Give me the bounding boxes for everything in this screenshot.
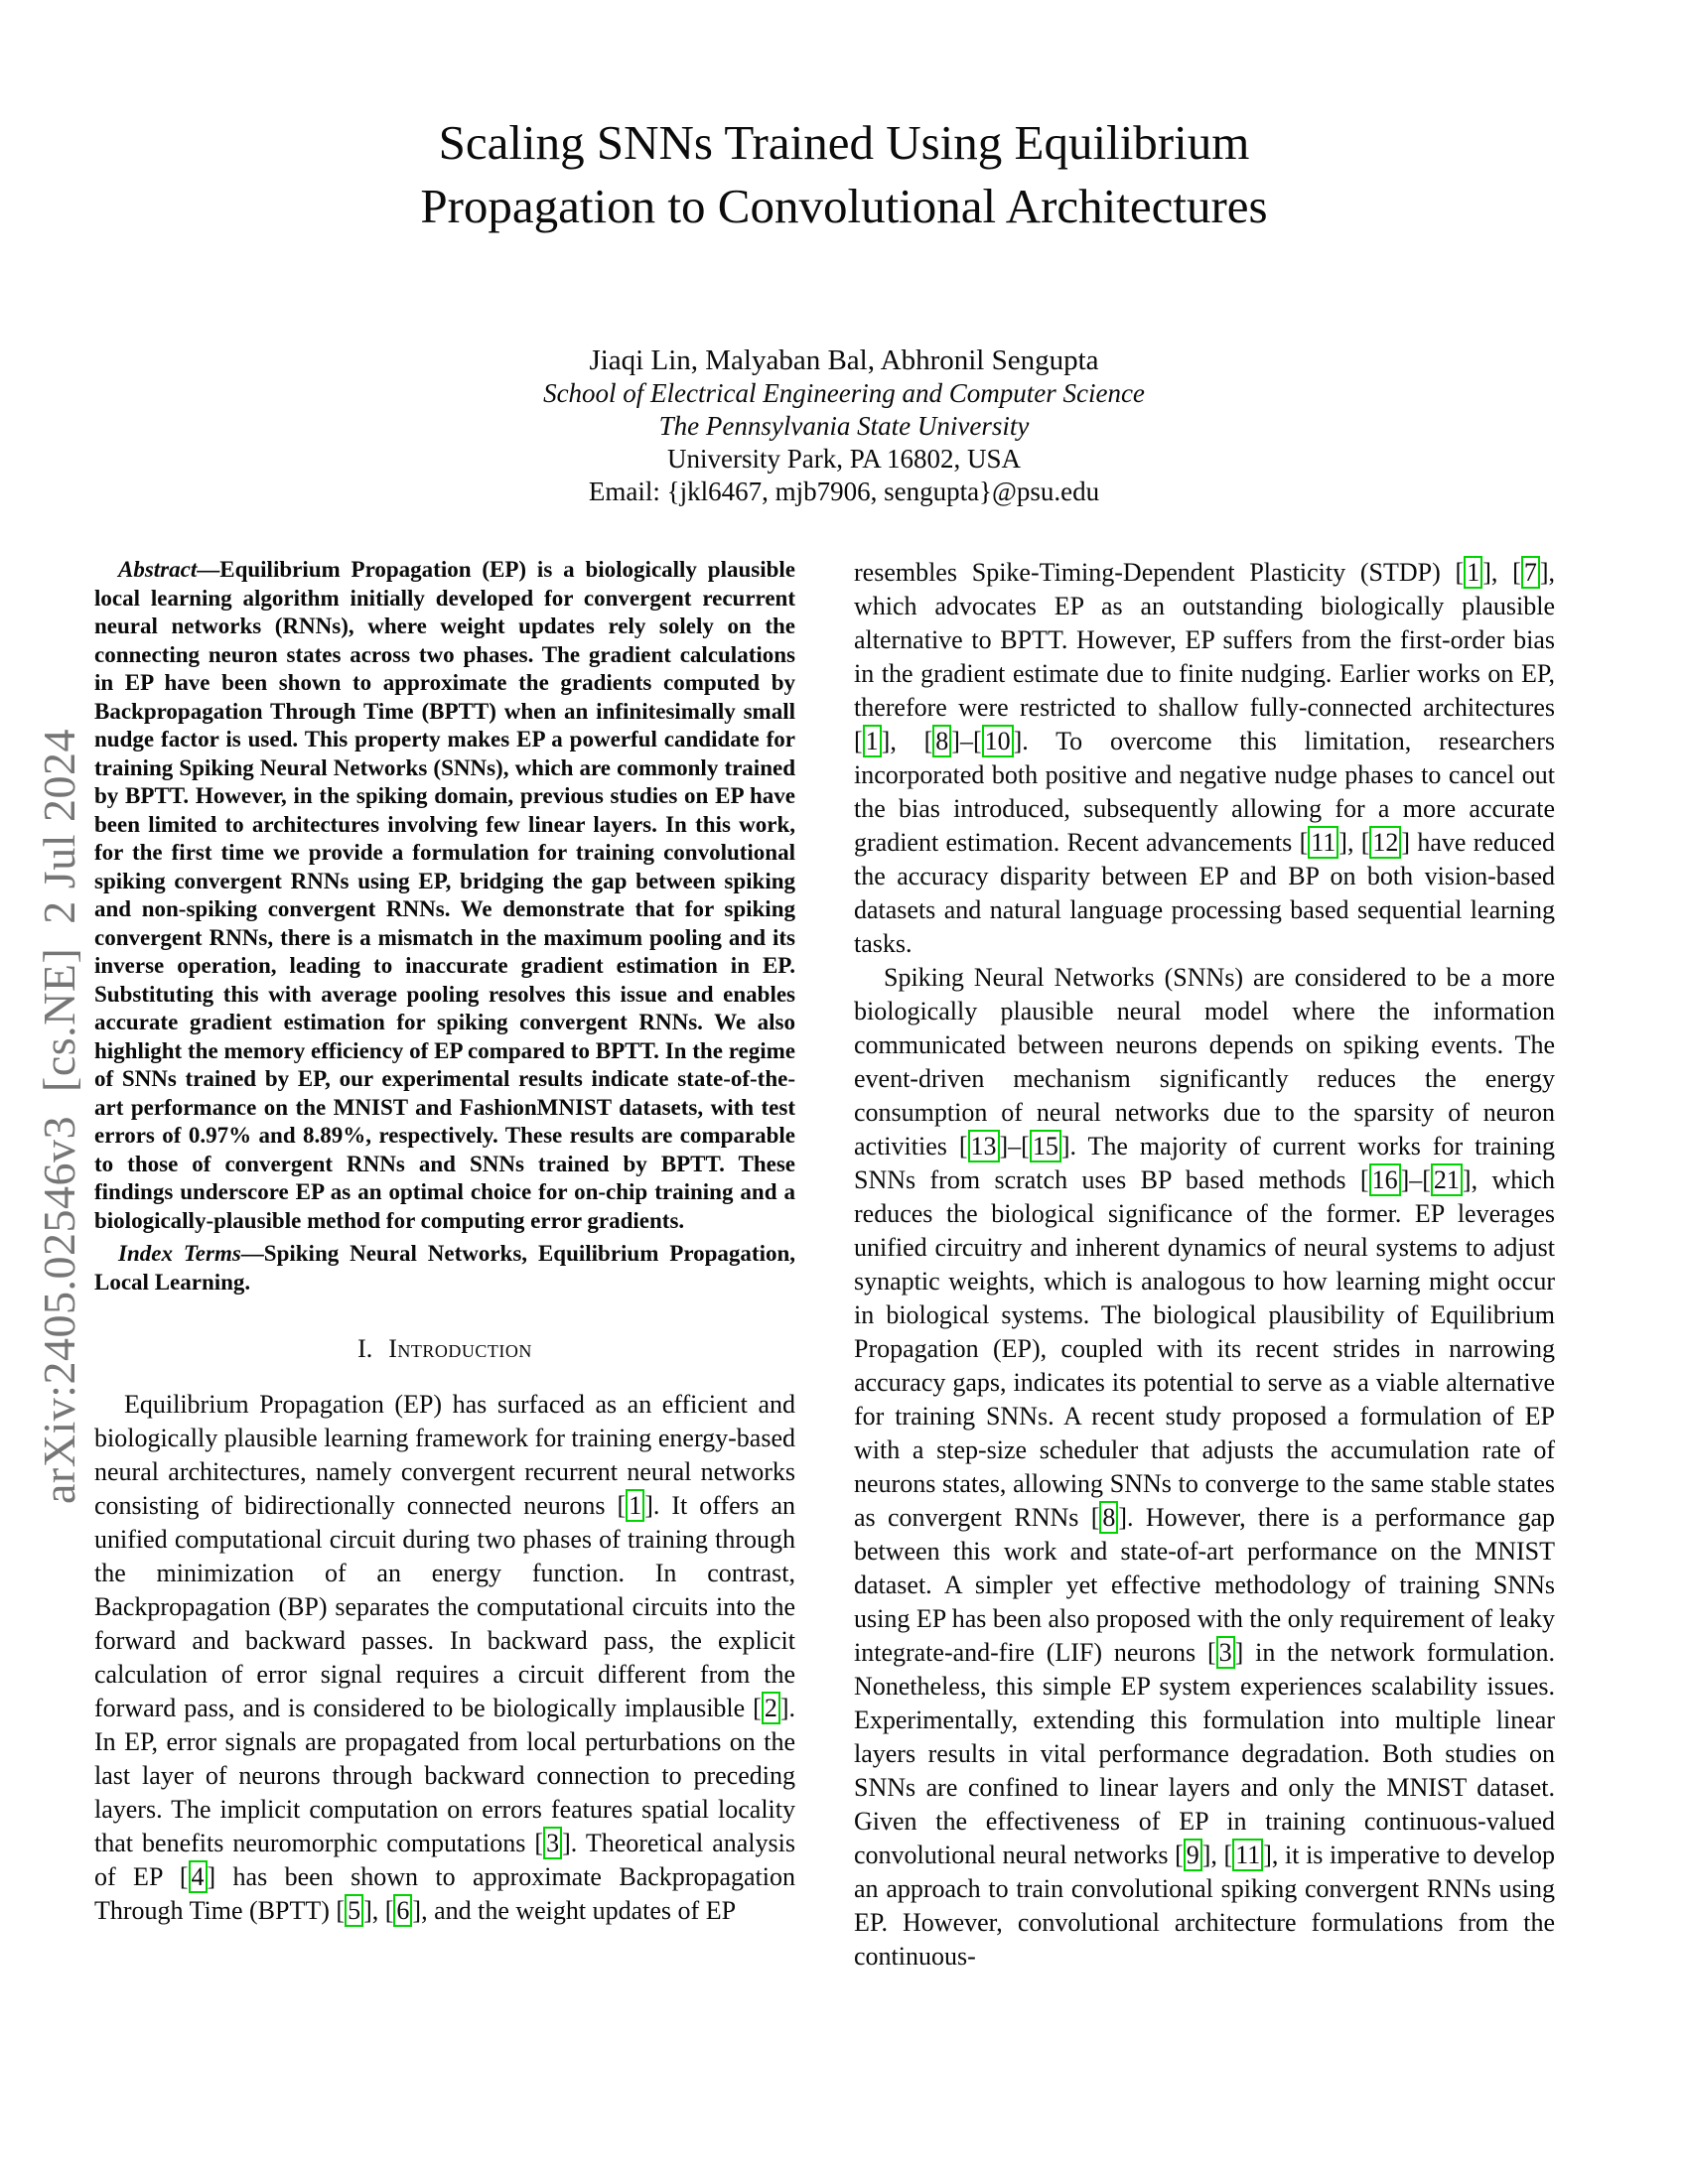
citation-link[interactable]: 6	[393, 1894, 412, 1927]
byline-block	[0, 343, 1688, 508]
citation-link[interactable]: 13	[968, 1130, 1000, 1162]
section-title: Introduction	[388, 1334, 532, 1363]
citation-link[interactable]: 11	[1308, 826, 1338, 859]
citation-link[interactable]: 8	[932, 725, 951, 757]
citation-link[interactable]: 12	[1369, 826, 1401, 859]
citation-link[interactable]: 11	[1232, 1839, 1263, 1871]
affiliation-line-1: School of Electrical Engineering and Computer Science	[543, 378, 1145, 408]
citation-link[interactable]: 1	[1464, 556, 1482, 589]
abstract-paragraph	[94, 556, 795, 1235]
index-terms-text: —Spiking Neural Networks, Equilibrium Propagation, Local Learning.	[94, 1241, 795, 1295]
section-heading-introduction	[94, 1334, 795, 1364]
citation-link[interactable]: 5	[345, 1894, 363, 1927]
abstract-label: Abstract	[118, 557, 198, 582]
affiliation-line-2: The Pennsylvania State University	[658, 411, 1030, 441]
intro-paragraph-1: Equilibrium Propagation (EP) has surfaced as an efficient and biologically plausible learning framework for training energy-based neural architectures, namely convergent recurrent neural networks consisting of bidirectionally connected neurons [ 1 ]. It offers an unified computational circuit during two phases of training through the minimization of an energy function. In contrast, Backpropagation (BP) separates the computational circuits into the forward and backward passes. In backward pass, the explicit calculation of error signal requires a circuit different from the forward pass, and is considered to be biologically implausible [ 2 ]. In EP, error signals are propagated from local perturbations on the last layer of neurons through backward connection to preceding layers. The implicit computation on errors features spatial locality that benefits neuromorphic computations [ 3 ]. Theoretical analysis of EP [ 4 ] has been shown to approximate Backpropagation Through Time (BPTT) [ 5 ], [ 6 ], and the weight updates of EP	[94, 1390, 795, 1925]
citation-link[interactable]: 15	[1030, 1130, 1061, 1162]
citation-link[interactable]: 3	[1216, 1636, 1235, 1669]
paper-title	[0, 111, 1688, 238]
citation-link[interactable]: 7	[1521, 556, 1540, 589]
citation-link[interactable]: 4	[189, 1860, 208, 1893]
arxiv-watermark: arXiv:2405.02546v3 [cs.NE] 2 Jul 2024	[34, 729, 84, 1504]
citation-link[interactable]: 10	[982, 725, 1014, 757]
section-number: I.	[357, 1334, 373, 1363]
paper-title-line-2: Propagation to Convolutional Architectures	[420, 179, 1268, 233]
citation-link[interactable]: 1	[626, 1489, 644, 1522]
email-line: Email: {jkl6467, mjb7906, sengupta}@psu.edu	[588, 477, 1100, 506]
citation-link[interactable]: 8	[1099, 1501, 1118, 1534]
abstract-text: —Equilibrium Propagation (EP) is a biologically plausible local learning algorithm initially developed for convergent recurrent neural networks (RNNs), where weight updates rely solely on the connecting neuron states across two phases. The gradient calculations in EP have been shown to approximate the gradients computed by Backpropagation Through Time (BPTT) when an infinitesimally small nudge factor is used. This property makes EP a powerful candidate for training Spiking Neural Networks (SNNs), which are commonly trained by BPTT. However, in the spiking domain, previous studies on EP have been limited to architectures involving few linear layers. In this work, for the first time we provide a formulation for training convolutional spiking convergent RNNs using EP, bridging the gap between spiking and non-spiking convergent RNNs. We demonstrate that for spiking convergent RNNs, there is a mismatch in the maximum pooling and its inverse operation, leading to inaccurate gradient estimation in EP. Substituting this with average pooling resolves this issue and enables accurate gradient estimation for spiking convergent RNNs. We also highlight the memory efficiency of EP compared to BPTT. In the regime of SNNs trained by EP, our experimental results indicate state-of-the-art performance on the MNIST and FashionMNIST datasets, with test errors of 0.97% and 8.89%, respectively. These results are comparable to those of convergent RNNs and SNNs trained by BPTT. These findings underscore EP as an optimal choice for on-chip training and a biologically-plausible method for computing error gradients.	[94, 557, 795, 1233]
citation-link[interactable]: 9	[1184, 1839, 1202, 1871]
right-column	[854, 556, 1555, 1974]
citation-link[interactable]: 3	[543, 1827, 562, 1859]
paper-title-line-1: Scaling SNNs Trained Using Equilibrium	[438, 115, 1250, 170]
citation-link[interactable]: 2	[762, 1692, 780, 1724]
left-column	[94, 556, 795, 1928]
index-terms-label: Index Terms	[118, 1241, 241, 1266]
right-column-paragraph-2: Spiking Neural Networks (SNNs) are considered to be a more biologically plausible neural model where the information communicated between neurons depends on spiking events. The event-driven mechanism significantly reduces the energy consumption of neural networks due to the sparsity of neuron activities [ 13 ]–[ 15 ]. The majority of current works for training SNNs from scratch uses BP based methods [ 16 ]–[ 21 ], which reduces the biological significance of the former. EP leverages unified circuitry and inherent dynamics of neural systems to adjust synaptic weights, which is analogous to how learning might occur in biological systems. The biological plausibility of Equilibrium Propagation (EP), coupled with its recent strides in narrowing accuracy gaps, indicates its potential to serve as a viable alternative for training SNNs. A recent study proposed a formulation of EP with a step-size scheduler that adjusts the accumulation rate of neurons states, allowing SNNs to converge to the same stable states as convergent RNNs [ 8 ]. However, there is a performance gap between this work and state-of-art performance on the MNIST dataset. A simpler yet effective methodology of training SNNs using EP has been also proposed with the only requirement of leaky integrate-and-fire (LIF) neurons [ 3 ] in the network formulation. Nonetheless, this simple EP system experiences scalability issues. Experimentally, extending this formulation into multiple linear layers results in vital performance degradation. Both studies on SNNs are confined to linear layers and only the MNIST dataset. Given the effectiveness of EP in training continuous-valued convolutional neural networks [ 9 ], [ 11 ], it is imperative to develop an approach to train convolutional spiking convergent RNNs using EP. However, convolutional architecture formulations from the continuous-	[854, 963, 1555, 1971]
index-terms-paragraph	[94, 1240, 795, 1297]
citation-link[interactable]: 16	[1369, 1163, 1401, 1196]
right-column-paragraph-1: resembles Spike-Timing-Dependent Plasticity (STDP) [ 1 ], [ 7 ], which advocates EP as an outstanding biologically plausible alternative to BPTT. However, EP suffers from the first-order bias in the gradient estimate due to finite nudging. Earlier works on EP, therefore were restricted to shallow fully-connected architectures [ 1 ], [ 8 ]–[ 10 ]. To overcome this limitation, researchers incorporated both positive and negative nudge phases to cancel out the bias introduced, subsequently allowing for a more accurate gradient estimation. Recent advancements [ 11 ], [ 12 ] have reduced the accuracy disparity between EP and BP on both vision-based datasets and natural language processing based sequential learning tasks.	[854, 558, 1555, 958]
citation-link[interactable]: 21	[1431, 1163, 1463, 1196]
authors-line: Jiaqi Lin, Malyaban Bal, Abhronil Sengupta	[589, 344, 1099, 376]
citation-link[interactable]: 1	[863, 725, 882, 757]
affiliation-line-3: University Park, PA 16802, USA	[666, 444, 1022, 474]
